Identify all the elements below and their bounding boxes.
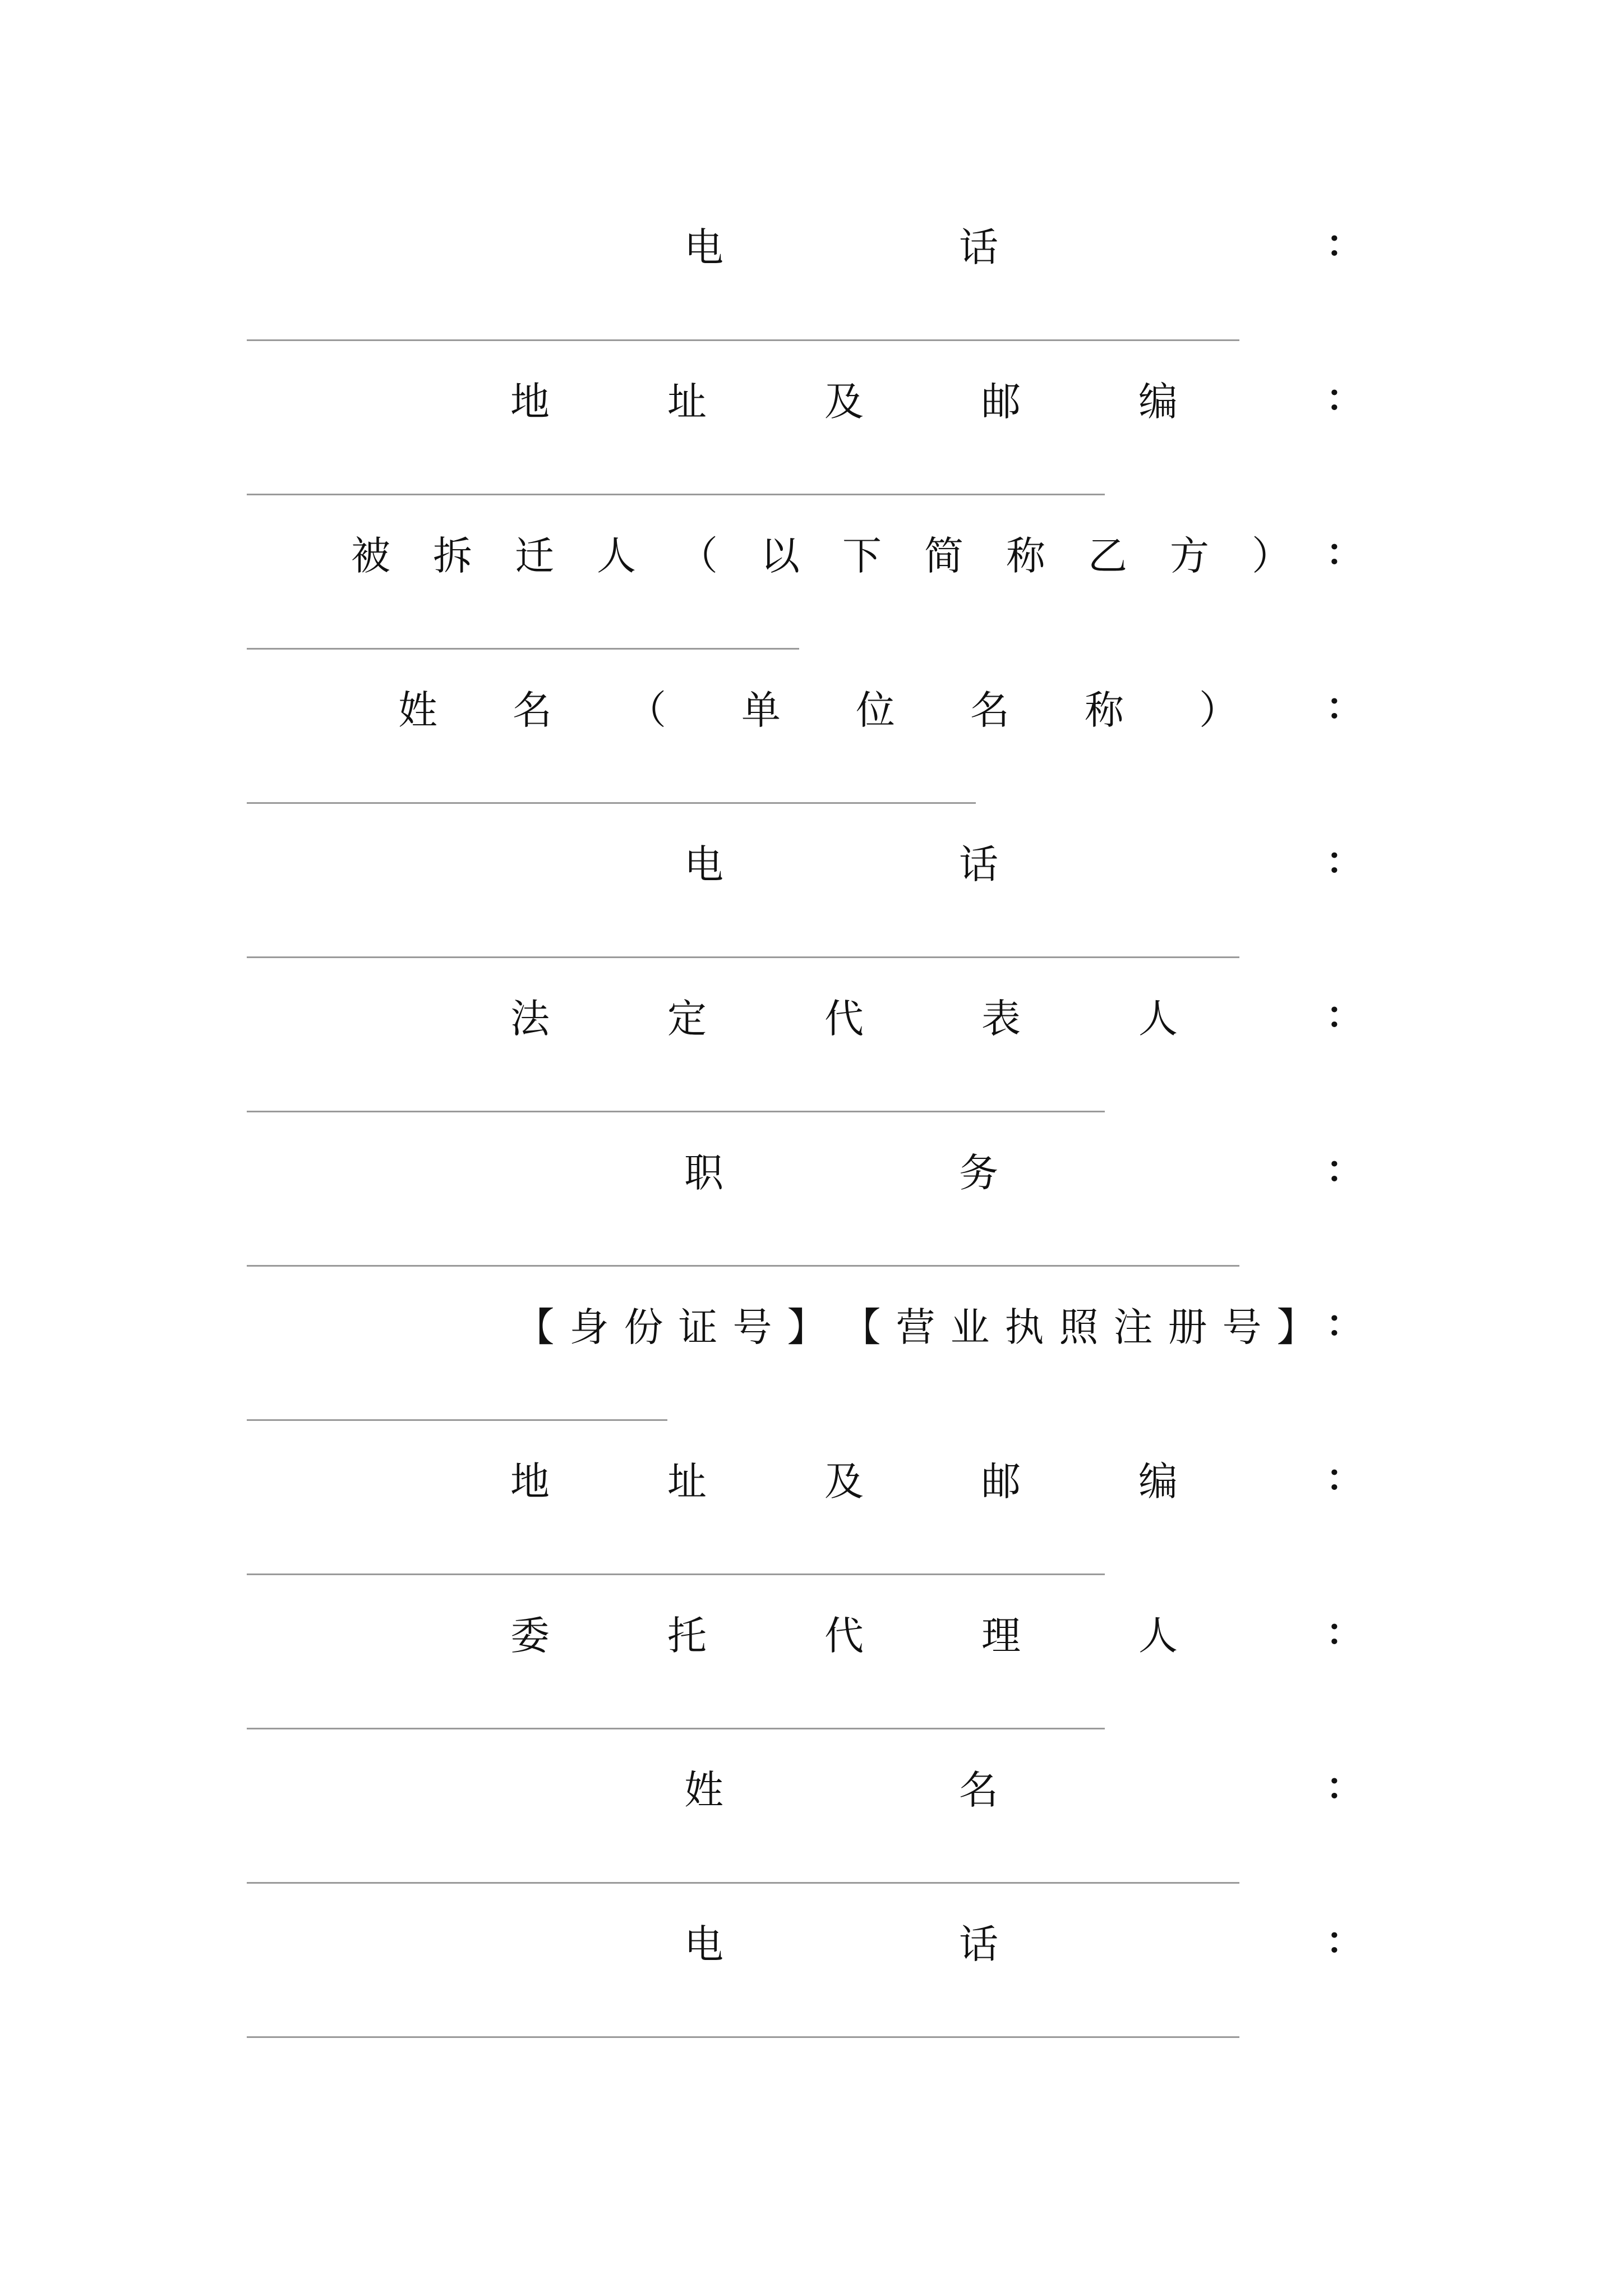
field-label-char: 被 xyxy=(351,532,390,579)
field-label-char: 以 xyxy=(760,532,800,579)
field-row xyxy=(247,205,1363,283)
field-label xyxy=(247,976,1237,1055)
field-label-char: 【 xyxy=(841,1304,881,1350)
field-label-char: 及 xyxy=(824,1458,864,1504)
field-label-char: 代 xyxy=(824,995,864,1042)
field-label-char: 方 xyxy=(1170,532,1209,579)
field-label xyxy=(247,1285,1324,1363)
field-label xyxy=(247,513,1312,592)
field-label-char: 地 xyxy=(510,378,550,425)
field-label-char: 称 xyxy=(1085,687,1124,733)
field-label-char: 电 xyxy=(684,224,723,270)
fill-in-blank-line[interactable] xyxy=(247,494,1105,495)
field-colon: ： xyxy=(1326,376,1363,420)
field-label-char: 人 xyxy=(597,532,636,579)
field-colon: ： xyxy=(1326,1148,1363,1191)
field-label-char: 邮 xyxy=(981,378,1021,425)
field-row xyxy=(247,1902,1363,1980)
field-label-char: 】 xyxy=(787,1304,827,1350)
field-label xyxy=(247,205,1116,283)
field-row xyxy=(247,668,1363,746)
field-label-char: 址 xyxy=(667,378,707,425)
field-label-char: 【 xyxy=(515,1304,555,1350)
field-row xyxy=(247,1130,1363,1209)
field-label-char: 址 xyxy=(667,1458,707,1504)
field-label-char: 营 xyxy=(896,1304,935,1350)
field-label-char: （ xyxy=(679,532,718,579)
field-label xyxy=(247,1747,1116,1826)
fill-in-blank-line[interactable] xyxy=(247,339,1239,341)
field-label-char: 下 xyxy=(842,532,882,579)
field-row xyxy=(247,822,1363,900)
field-colon: ： xyxy=(1326,1765,1363,1808)
field-label-char: 业 xyxy=(950,1304,990,1350)
field-label-char: 委 xyxy=(510,1612,550,1659)
field-label-char: 话 xyxy=(959,841,998,887)
field-label-char: 电 xyxy=(684,841,723,887)
field-label-char: ） xyxy=(1199,687,1238,733)
field-label-char: 法 xyxy=(510,995,550,1042)
field-row xyxy=(247,976,1363,1055)
field-row xyxy=(247,1285,1363,1363)
field-label-char: 迁 xyxy=(515,532,554,579)
field-label-char: 职 xyxy=(684,1149,723,1196)
field-label-char: 及 xyxy=(824,378,864,425)
field-label-char: 务 xyxy=(959,1149,998,1196)
field-label-char: 托 xyxy=(667,1612,707,1659)
fill-in-blank-line[interactable] xyxy=(247,2036,1239,2038)
field-label-char: 号 xyxy=(1222,1304,1262,1350)
fill-in-blank-line[interactable] xyxy=(247,1573,1105,1575)
field-label-char: 称 xyxy=(1006,532,1045,579)
field-label-char: 号 xyxy=(732,1304,772,1350)
field-label-char: 拆 xyxy=(433,532,472,579)
field-label-char: 单 xyxy=(741,687,781,733)
field-colon: ： xyxy=(1326,222,1363,265)
field-label-char: 姓 xyxy=(684,1766,723,1813)
field-row xyxy=(247,1747,1363,1826)
field-label-char: 证 xyxy=(678,1304,718,1350)
field-label-char: 】 xyxy=(1276,1304,1316,1350)
field-label xyxy=(247,1439,1237,1517)
field-label-char: 表 xyxy=(981,995,1021,1042)
field-label-char: 册 xyxy=(1168,1304,1207,1350)
fill-in-blank-line[interactable] xyxy=(247,1265,1239,1267)
field-label-char: 编 xyxy=(1138,378,1178,425)
field-label-char: 注 xyxy=(1113,1304,1153,1350)
field-label-char: （ xyxy=(627,687,666,733)
field-label xyxy=(247,1130,1116,1209)
field-label-char: 邮 xyxy=(981,1458,1021,1504)
fill-in-blank-line[interactable] xyxy=(247,802,976,804)
field-label-char: 编 xyxy=(1138,1458,1178,1504)
field-label xyxy=(247,1593,1237,1672)
field-label-char: 名 xyxy=(970,687,1009,733)
field-label-char: 地 xyxy=(510,1458,550,1504)
fill-in-blank-line[interactable] xyxy=(247,648,799,650)
field-colon: ： xyxy=(1326,993,1363,1037)
field-colon: ： xyxy=(1326,685,1363,728)
field-label-char: 乙 xyxy=(1088,532,1127,579)
field-colon: ： xyxy=(1326,1456,1363,1499)
field-row xyxy=(247,1439,1363,1517)
field-colon: ： xyxy=(1326,839,1363,882)
fill-in-blank-line[interactable] xyxy=(247,1882,1239,1884)
field-label-char: 话 xyxy=(959,1921,998,1967)
field-label-char: ） xyxy=(1252,532,1291,579)
field-row xyxy=(247,359,1363,438)
field-label-char: 话 xyxy=(959,224,998,270)
field-colon: ： xyxy=(1326,1302,1363,1345)
field-row xyxy=(247,513,1363,592)
fill-in-blank-line[interactable] xyxy=(247,1111,1105,1112)
field-label xyxy=(247,822,1116,900)
field-label-char: 份 xyxy=(624,1304,663,1350)
field-label xyxy=(247,1902,1116,1980)
field-colon: ： xyxy=(1326,531,1363,574)
field-label-char: 名 xyxy=(959,1766,998,1813)
field-row xyxy=(247,1593,1363,1672)
field-label-char: 代 xyxy=(824,1612,864,1659)
fill-in-blank-line[interactable] xyxy=(247,1728,1105,1729)
field-label-char: 姓 xyxy=(398,687,437,733)
field-label-char: 理 xyxy=(981,1612,1021,1659)
field-label-char: 人 xyxy=(1138,1612,1178,1659)
field-label xyxy=(247,359,1237,438)
fill-in-blank-line[interactable] xyxy=(247,956,1239,958)
field-label-char: 简 xyxy=(924,532,963,579)
field-label-char: 身 xyxy=(569,1304,609,1350)
field-label-char: 执 xyxy=(1004,1304,1044,1350)
field-label xyxy=(247,668,1276,746)
field-label-char: 电 xyxy=(684,1921,723,1967)
field-label-char: 位 xyxy=(856,687,895,733)
field-label-char: 定 xyxy=(667,995,707,1042)
fill-in-blank-line[interactable] xyxy=(247,1419,667,1421)
field-colon: ： xyxy=(1326,1611,1363,1654)
field-label-char: 照 xyxy=(1059,1304,1099,1350)
field-colon: ： xyxy=(1326,1919,1363,1962)
field-label-char: 名 xyxy=(513,687,552,733)
field-label-char: 人 xyxy=(1138,995,1178,1042)
